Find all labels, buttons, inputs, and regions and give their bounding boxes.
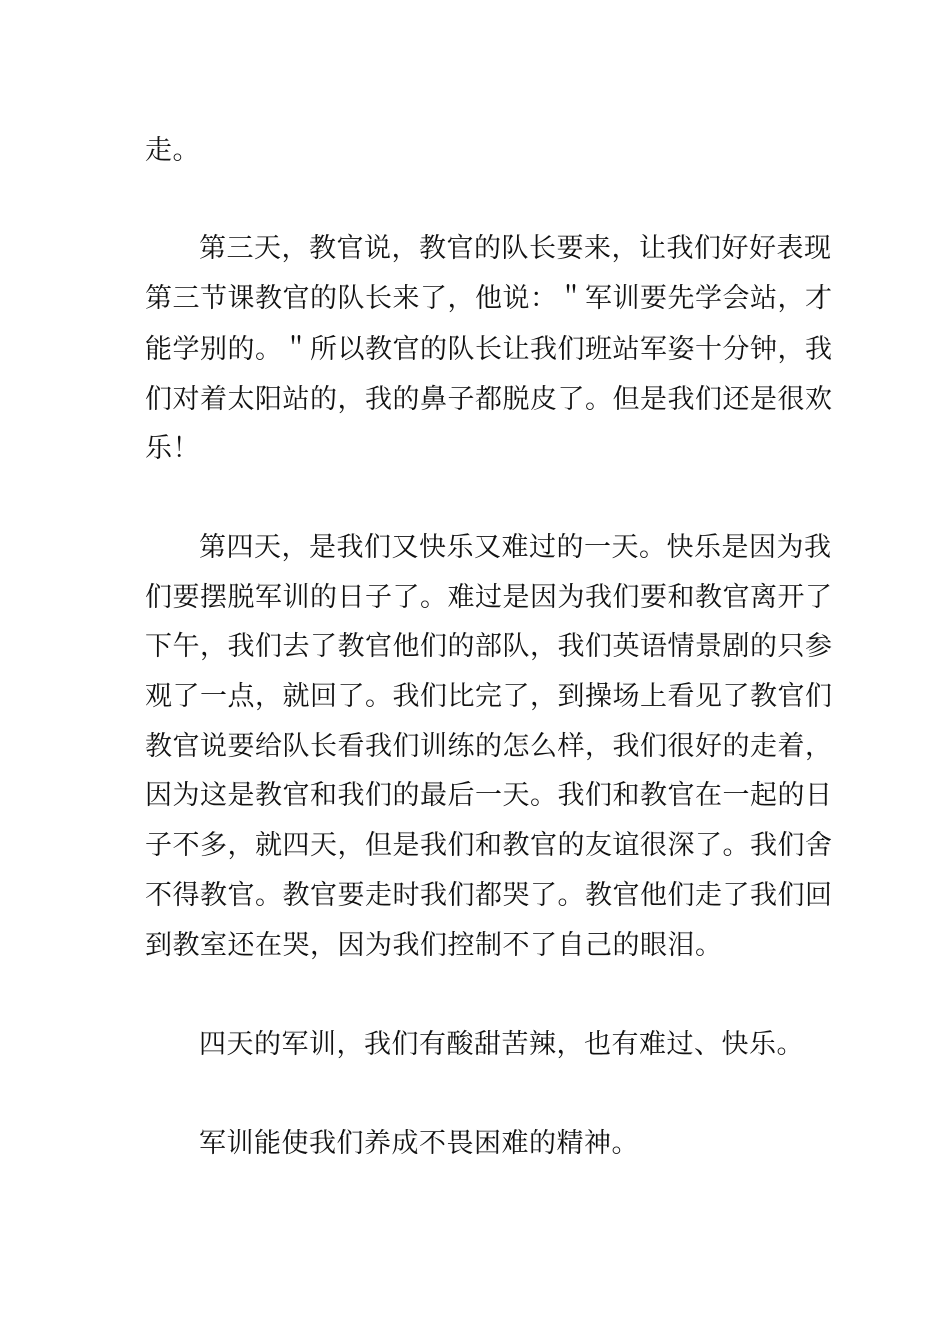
text-line: 第三节课教官的队长来了，他说：＂军训要先学会站，才 xyxy=(145,283,833,314)
text-line: 下午，我们去了教官他们的部队，我们英语情景剧的只参 xyxy=(145,631,833,662)
text-line: 子不多，就四天，但是我们和教官的友谊很深了。我们舍 xyxy=(145,830,833,861)
text-line: 到教室还在哭，因为我们控制不了自己的眼泪。 xyxy=(145,930,723,961)
text-line: 教官说要给队长看我们训练的怎么样，我们很好的走着， xyxy=(145,731,833,762)
text-line: 走。 xyxy=(145,135,200,166)
text-line: 四天的军训，我们有酸甜苦辣，也有难过、快乐。 xyxy=(199,1029,804,1060)
text-line: 们要摆脱军训的日子了。难过是因为我们要和教官离开了 xyxy=(145,582,833,613)
text-line: 们对着太阳站的，我的鼻子都脱皮了。但是我们还是很欢 xyxy=(145,384,833,415)
text-line: 军训能使我们养成不畏困难的精神。 xyxy=(199,1128,639,1159)
text-line: 乐！ xyxy=(145,433,200,464)
text-line: 能学别的。＂所以教官的队长让我们班站军姿十分钟，我 xyxy=(145,334,833,365)
text-line: 不得教官。教官要走时我们都哭了。教官他们走了我们回 xyxy=(145,880,833,911)
text-line: 因为这是教官和我们的最后一天。我们和教官在一起的日 xyxy=(145,780,833,811)
text-line: 第三天，教官说，教官的队长要来，让我们好好表现 xyxy=(199,233,832,264)
text-line: 第四天，是我们又快乐又难过的一天。快乐是因为我 xyxy=(199,532,832,563)
text-line: 观了一点，就回了。我们比完了，到操场上看见了教官们 xyxy=(145,681,833,712)
